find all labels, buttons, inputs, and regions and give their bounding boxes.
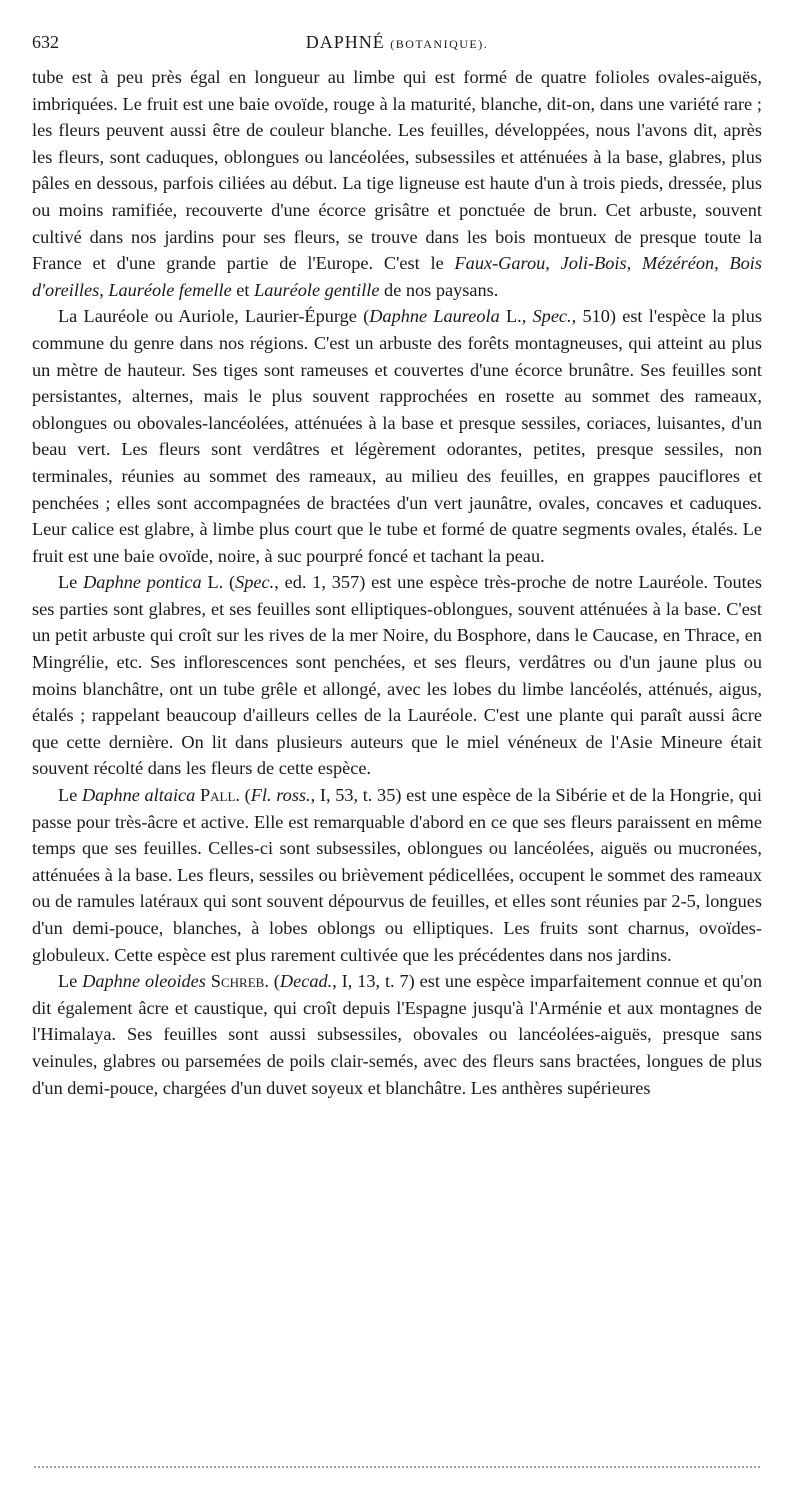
paragraph-4: [32, 782, 762, 968]
text-run: de nos paysans.: [379, 279, 499, 300]
text-run: L. (: [201, 572, 236, 593]
running-title-main: DAPHNÉ: [305, 32, 385, 52]
page-number: 632: [32, 32, 59, 52]
text-run: tube est à peu près égal en longueur au limbe qui est formé de quatre folioles ovales-aiguës, imbriquées. Le fruit est une baie ovoïde, rouge à la maturité, blanche, dit-on, dans une variété rare ; les fleurs peuvent aussi être de couleur blanche. Les feuilles, développées, nous l'avons dit, après les fleurs, sont caduques, oblongues ou lancéolées, subsessiles et atténuées à la base, glabres, plus pâles en dessous, parfois ciliées au début. La tige ligneuse est haute d'un à trois pieds, dressée, plus ou moins ramifiée, recouverte d'une écorce grisâtre et ponctuée de brun. Cet arbuste, souvent cultivé dans nos jardins pour ses fleurs, se trouve dans les bois montueux de presque toute la France et d'une grande partie de l'Europe. C'est le: [32, 67, 762, 274]
species-name: Daphne altaica: [81, 785, 196, 806]
citation-title: Fl. ross.: [250, 785, 311, 806]
running-title-sub: (BOTANIQUE).: [390, 37, 489, 51]
text-run: et: [231, 279, 255, 300]
text-run: , I, 53, t. 35) est une espèce de la Sibérie et de la Hongrie, qui passe pour très-âcre et active. Elle est remarquable d'abord en ce que ses fleurs paraissent en même temps que ses feuilles. Celles-ci sont subsessiles, oblongues ou lancéolées, aiguës ou mucronées, atténuées à la base. Les fleurs, sessiles ou brièvement pédicellées, occupent le sommet des rameaux ou de ramules latéraux qui sont souvent dépourvus de feuilles, et elles sont réunies par 2-5, longues d'un demi-pouce, blanches, à lobes oblongs ou elliptiques. Les fruits sont charnus, ovoïdes-globuleux. Cette espèce est plus rarement cultivée que les précédentes dans nos jardins.: [32, 785, 762, 965]
paragraph-2: [32, 303, 762, 569]
text-run: Le: [58, 971, 83, 992]
running-header: [32, 26, 762, 56]
text-run: L.,: [499, 306, 533, 327]
text-run: (: [268, 971, 280, 992]
species-name: Daphne oleoides: [82, 971, 206, 992]
text-run: Le: [58, 785, 82, 806]
vernacular-names: Faux-Garou, Joli-Bois, Mézéréon, Bois d'oreilles, Lauréole femelle: [32, 253, 762, 300]
text-run: , 510) est l'espèce la plus commune du genre dans nos régions. C'est un arbuste des forêts montagneuses, qui atteint au plus un mètre de hauteur. Ses tiges sont rameuses et couvertes d'une écorce brunâtre. Ses feuilles sont persistantes, alternes, mais le plus souvent rapprochées en rosette au sommet des rameaux, oblongues ou obovales-lancéolées, atténuées à la base et presque sessiles, coriaces, luisantes, d'un beau vert. Les fleurs sont verdâtres et légèrement odorantes, petites, presque sessiles, non terminales, réunies au sommet des rameaux, au milieu des feuilles, en grappes pauciflores et penchées ; elles sont accompagnées de bractées d'un vert jaunâtre, ovales, concaves et caduques. Leur calice est glabre, à limbe plus court que le tube et formé de quatre segments ovales, étalés. Le fruit est une baie ovoïde, noire, à suc pourpré foncé et tachant la peau.: [32, 306, 762, 566]
text-run: , I, 13, t. 7) est une espèce imparfaitement connue et qu'on dit également âcre et caustique, qui croît depuis l'Espagne jusqu'à l'Arménie et aux montagnes de l'Himalaya. Ses feuilles sont aussi subsessiles, obovales ou lancéolées-aiguës, presque sans veinules, glabres ou parsemées de poils clair-semés, avec des fleurs sans bractées, longues de plus d'un demi-pouce, chargées d'un duvet soyeux et blanchâtre. Les anthères supérieures: [32, 971, 762, 1098]
citation-title: Decad.: [279, 971, 333, 992]
paragraph-5: [32, 968, 762, 1101]
text-run: (: [239, 785, 251, 806]
author-abbrev: Pall.: [195, 785, 240, 806]
text-run: La Lauréole ou Auriole, Laurier-Épurge (: [58, 306, 370, 327]
species-name: Daphne pontica: [83, 572, 202, 593]
running-title: [32, 32, 762, 53]
paragraph-1: [32, 64, 762, 303]
text-run: Le: [58, 572, 84, 593]
paragraph-3: [32, 569, 762, 782]
footer-rule: [34, 1466, 760, 1468]
vernacular-name: Lauréole gentille: [254, 279, 380, 300]
species-name: Daphne Laureola: [369, 306, 500, 327]
citation-title: Spec.: [532, 306, 572, 327]
citation-title: Spec.: [235, 572, 275, 593]
body-text: [32, 64, 762, 1101]
text-run: , ed. 1, 357) est une espèce très-proche de notre Lauréole. Toutes ses parties sont glabres, et ses feuilles sont elliptiques-oblongues, souvent atténuées à la base. C'est un petit arbuste qui croît sur les rives de la mer Noire, du Bosphore, dans le Caucase, en Thrace, en Mingrélie, etc. Ses inflorescences sont penchées, et ses fleurs, verdâtres ou d'un jaune plus ou moins blanchâtre, ont un tube grêle et allongé, avec les lobes du limbe lancéolés, atténués, aigus, étalés ; rappelant beaucoup d'ailleurs celles de la Lauréole. C'est une plante qui paraît aussi âcre que cette dernière. On lit dans plusieurs auteurs que le miel vénéneux de l'Asie Mineure était souvent récolté dans les fleurs de cette espèce.: [32, 572, 762, 779]
author-abbrev: Schreb.: [205, 971, 269, 992]
